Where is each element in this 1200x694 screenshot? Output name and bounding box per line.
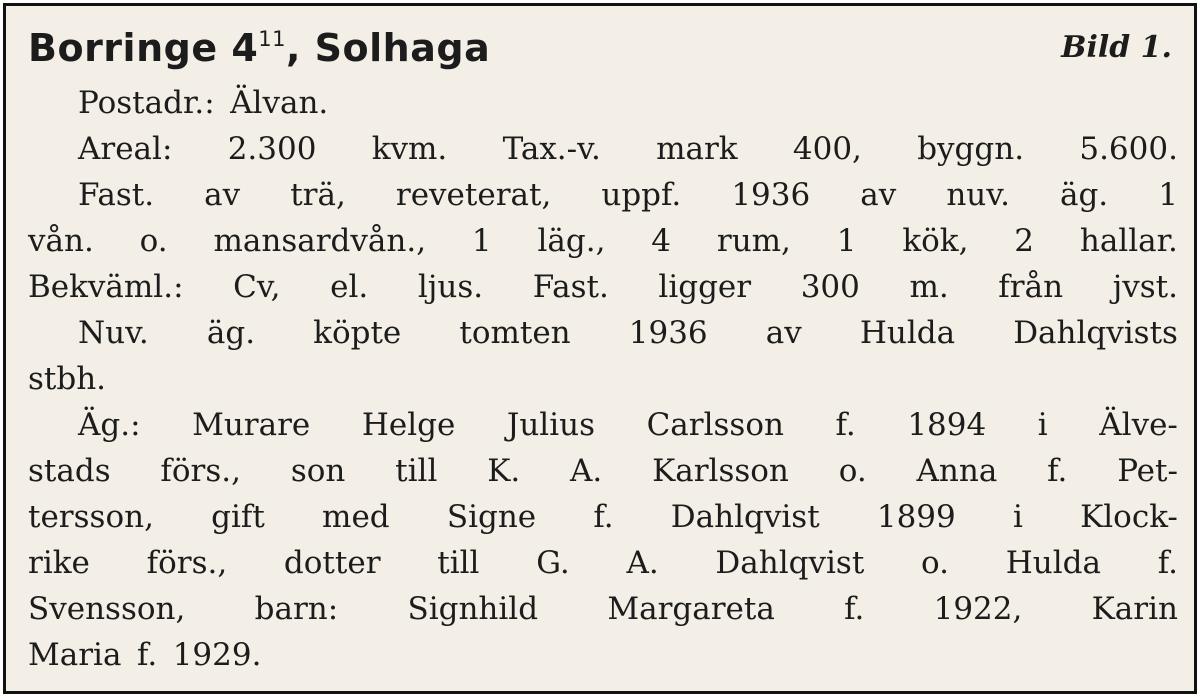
text-line — [28, 586, 1178, 632]
word: Maria — [28, 637, 122, 673]
word: av — [765, 315, 802, 351]
word: Hulda — [859, 315, 956, 351]
word: o. — [838, 453, 867, 489]
entry-header — [28, 22, 1178, 80]
entry-title — [28, 22, 490, 74]
word: 1 — [471, 223, 492, 259]
word: f. — [1047, 453, 1068, 489]
word: köpte — [313, 315, 402, 351]
word: förs., — [146, 545, 228, 581]
word: Hulda — [1005, 545, 1101, 581]
word: 1899 — [876, 499, 956, 535]
word: till — [437, 545, 480, 581]
text-line — [28, 632, 1178, 678]
word: med — [322, 499, 390, 535]
word: Karin — [1091, 591, 1178, 627]
word: rike — [28, 545, 90, 581]
word: mark — [656, 131, 738, 167]
text-line — [28, 402, 1178, 448]
word: 1922, — [933, 591, 1023, 627]
word: Dahlqvist — [715, 545, 865, 581]
word: trä, — [290, 177, 346, 213]
word: 2 — [1014, 223, 1035, 259]
word: ljus. — [417, 269, 484, 305]
word: el. — [330, 269, 369, 305]
word: förs., — [160, 453, 241, 489]
word: stads — [28, 453, 111, 489]
word: 5.600. — [1079, 131, 1178, 167]
text-line — [28, 172, 1178, 218]
word: f. — [844, 591, 865, 627]
word: Areal: — [78, 131, 173, 167]
title-rest: , Solhaga — [286, 26, 491, 70]
word: 300 — [800, 269, 860, 305]
word: byggn. — [917, 131, 1025, 167]
word: f. — [593, 499, 614, 535]
text-line — [28, 264, 1178, 310]
word: äg. — [206, 315, 256, 351]
word: Bekväml.: — [28, 269, 184, 305]
word: Cv, — [233, 269, 281, 305]
text-line — [28, 80, 1178, 126]
word: kök, — [902, 223, 969, 259]
word: rum, — [716, 223, 791, 259]
word: 1936 — [731, 177, 811, 213]
word: Karlsson — [652, 453, 789, 489]
word: Postadr.: — [78, 85, 215, 121]
word: Fast. — [532, 269, 609, 305]
text-line — [28, 310, 1178, 356]
word: 1894 — [907, 407, 987, 443]
word: barn: — [254, 591, 339, 627]
word: av — [204, 177, 241, 213]
title-superscript: 11 — [258, 27, 287, 51]
word: f. — [136, 637, 158, 673]
word: hallar. — [1079, 223, 1178, 259]
word: K. — [487, 453, 521, 489]
word: Helge — [361, 407, 456, 443]
word: 1 — [836, 223, 857, 259]
word: Julius — [506, 407, 595, 443]
word: Klock- — [1080, 499, 1178, 535]
text-line — [28, 218, 1178, 264]
word: f. — [835, 407, 856, 443]
word: dotter — [283, 545, 381, 581]
word: äg. — [1059, 177, 1109, 213]
word: Nuv. — [78, 315, 149, 351]
word: av — [860, 177, 897, 213]
text-line — [28, 540, 1178, 586]
word: läg., — [537, 223, 606, 259]
document-page — [28, 22, 1178, 678]
word: Margareta — [607, 591, 775, 627]
word: Äg.: — [78, 407, 141, 443]
word: mansardvån., — [213, 223, 427, 259]
word: ligger — [658, 269, 752, 305]
word: uppf. — [601, 177, 682, 213]
word: i — [1037, 407, 1048, 443]
word: 4 — [651, 223, 672, 259]
word: Anna — [916, 453, 998, 489]
word: kvm. — [371, 131, 448, 167]
word: tersson, — [28, 499, 154, 535]
word: Dahlqvists — [1013, 315, 1178, 351]
word: son — [290, 453, 346, 489]
word: till — [395, 453, 438, 489]
word: Älve- — [1099, 407, 1178, 443]
text-line — [28, 356, 1178, 402]
word: A. — [570, 453, 603, 489]
word: Svensson, — [28, 591, 186, 627]
word: Signe — [446, 499, 537, 535]
word: Carlsson — [646, 407, 784, 443]
word: tomten — [459, 315, 571, 351]
word: o. — [921, 545, 949, 581]
word: nuv. — [946, 177, 1010, 213]
word: vån. — [28, 223, 94, 259]
word: o. — [139, 223, 168, 259]
text-line — [28, 448, 1178, 494]
text-line — [28, 126, 1178, 172]
word: Murare — [192, 407, 311, 443]
word: från — [998, 269, 1064, 305]
word: i — [1012, 499, 1023, 535]
document-frame — [3, 3, 1197, 694]
word: A. — [626, 545, 659, 581]
word: Pet- — [1117, 453, 1178, 489]
entry-body — [28, 80, 1178, 678]
word: reveterat, — [395, 177, 552, 213]
word: Älvan. — [230, 85, 329, 121]
text-line — [28, 494, 1178, 540]
word: 1929. — [172, 637, 262, 673]
word: Tax.-v. — [502, 131, 601, 167]
word: Fast. — [78, 177, 155, 213]
word: G. — [536, 545, 570, 581]
word: 1936 — [628, 315, 708, 351]
word: m. — [909, 269, 949, 305]
title-main: Borringe 4 — [28, 26, 259, 70]
word: 1 — [1158, 177, 1178, 213]
word: jvst. — [1112, 269, 1178, 305]
word: stbh. — [28, 361, 107, 397]
word: Signhild — [407, 591, 539, 627]
word: 400, — [792, 131, 862, 167]
word: 2.300 — [227, 131, 317, 167]
word: f. — [1157, 545, 1178, 581]
word: Dahlqvist — [670, 499, 820, 535]
picture-reference: Bild 1. — [1061, 30, 1172, 65]
word: gift — [211, 499, 265, 535]
